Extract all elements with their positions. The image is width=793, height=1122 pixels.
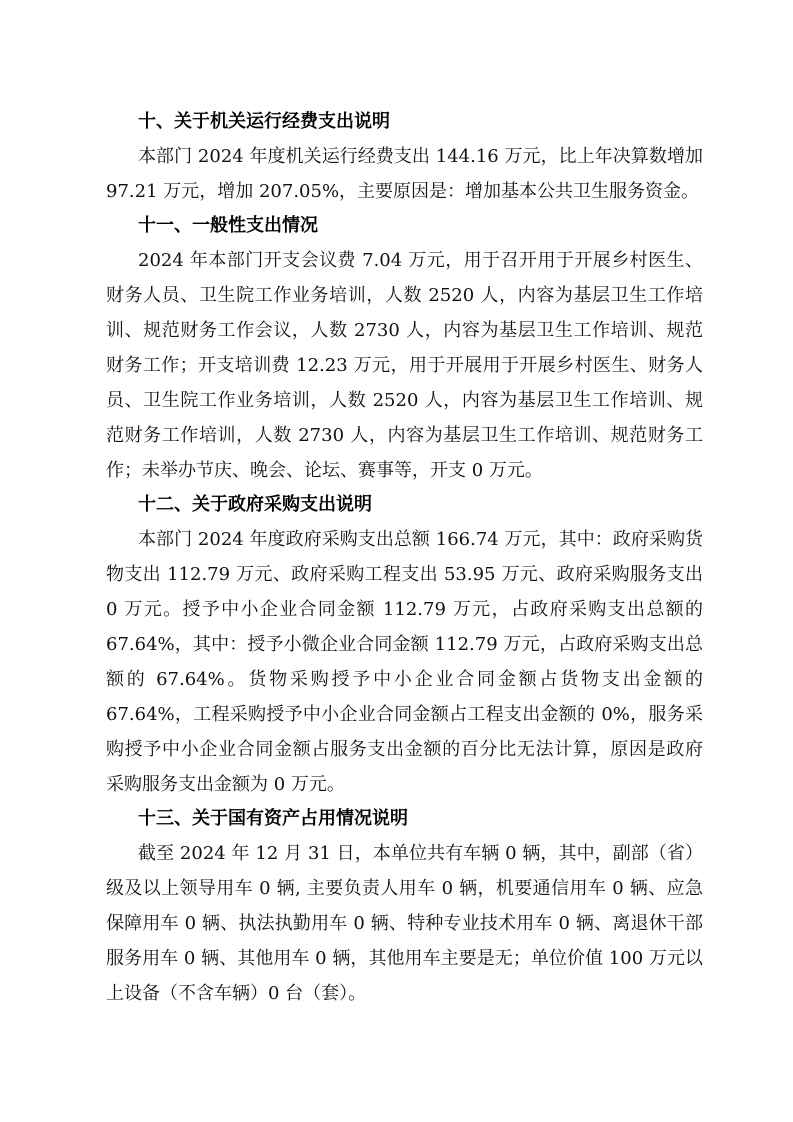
document-section [106, 802, 703, 1011]
paragraph-line: 上设备（不含车辆）0 台（套）。 [106, 983, 367, 1004]
paragraph-line: 额的 67.64%。货物采购授予中小企业合同金额占货物支出金额的 [106, 669, 703, 690]
paragraph-line: 级及以上领导用车 0 辆, 主要负责人用车 0 辆，机要通信用车 0 辆、应急 [106, 878, 703, 899]
section-heading: 十三、关于国有资产占用情况说明 [138, 808, 408, 829]
paragraph-line: 购授予中小企业合同金额占服务支出金额的百分比无法计算，原因是政府 [106, 739, 703, 760]
paragraph-line: 服务用车 0 辆、其他用车 0 辆，其他用车主要是无；单位价值 100 万元以 [106, 948, 703, 969]
section-heading: 十一、一般性支出情况 [138, 215, 318, 236]
paragraph-line: 保障用车 0 辆、执法执勤用车 0 辆、特种专业技术用车 0 辆、离退休干部 [106, 913, 703, 934]
paragraph-line: 截至 2024 年 12 月 31 日，本单位共有车辆 0 辆，其中，副部（省） [138, 843, 703, 864]
paragraph-line: 2024 年本部门开支会议费 7.04 万元，用于召开用于开展乡村医生、 [138, 250, 703, 271]
section-heading: 十二、关于政府采购支出说明 [138, 494, 372, 515]
paragraph-line: 67.64%，工程采购授予中小企业合同金额占工程支出金额的 0%，服务采 [106, 704, 703, 725]
paragraph-line: 财务人员、卫生院工作业务培训，人数 2520 人，内容为基层卫生工作培 [106, 285, 703, 306]
document-page [106, 105, 703, 1011]
paragraph-line: 采购服务支出金额为 0 万元。 [106, 774, 345, 795]
paragraph-line: 员、卫生院工作业务培训，人数 2520 人，内容为基层卫生工作培训、规 [106, 390, 703, 411]
paragraph-line: 范财务工作培训，人数 2730 人，内容为基层卫生工作培训、规范财务工 [106, 425, 703, 446]
section-heading: 十、关于机关运行经费支出说明 [138, 111, 390, 132]
document-section [106, 488, 703, 802]
paragraph-line: 财务工作；开支培训费 12.23 万元，用于开展用于开展乡村医生、财务人 [106, 355, 703, 376]
paragraph-line: 67.64%，其中：授予小微企业合同金额 112.79 万元，占政府采购支出总 [106, 634, 703, 655]
document-section [106, 105, 703, 209]
document-section [106, 209, 703, 488]
paragraph-line: 物支出 112.79 万元、政府采购工程支出 53.95 万元、政府采购服务支出 [106, 564, 703, 585]
paragraph-line: 97.21 万元，增加 207.05%，主要原因是：增加基本公共卫生服务资金。 [106, 181, 700, 202]
paragraph-line: 0 万元。授予中小企业合同金额 112.79 万元，占政府采购支出总额的 [106, 599, 703, 620]
paragraph-line: 本部门 2024 年度机关运行经费支出 144.16 万元，比上年决算数增加 [138, 146, 703, 167]
paragraph-line: 训、规范财务工作会议，人数 2730 人，内容为基层卫生工作培训、规范 [106, 320, 703, 341]
paragraph-line: 作；未举办节庆、晚会、论坛、赛事等，开支 0 万元。 [106, 460, 543, 481]
paragraph-line: 本部门 2024 年度政府采购支出总额 166.74 万元，其中：政府采购货 [138, 529, 703, 550]
